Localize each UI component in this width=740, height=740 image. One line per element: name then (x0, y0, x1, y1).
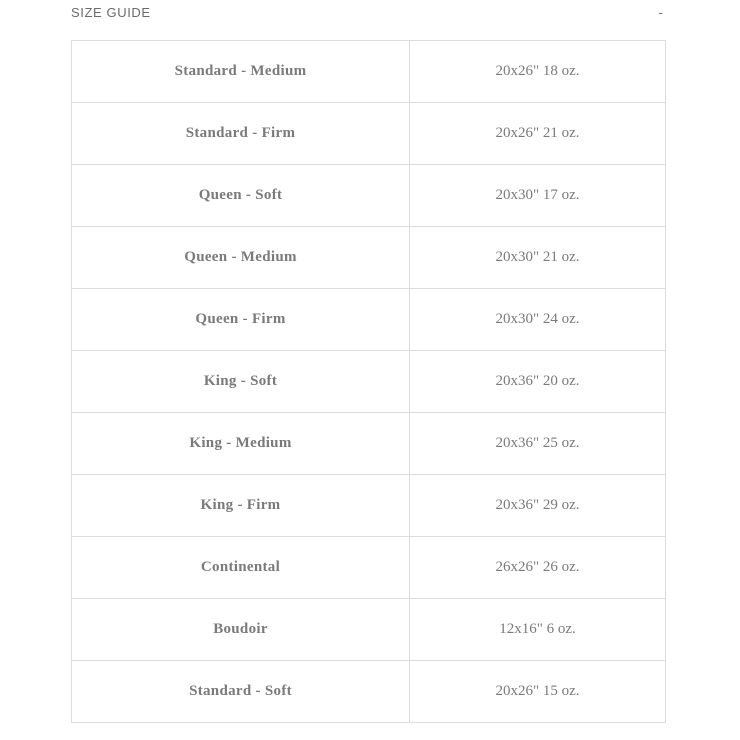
size-spec-cell: 20x30" 17 oz. (410, 165, 666, 227)
size-name-cell: King - Medium (72, 413, 410, 475)
size-spec-cell: 20x36" 25 oz. (410, 413, 666, 475)
table-row (72, 537, 666, 599)
size-guide-accordion-header[interactable] (71, 0, 665, 26)
size-spec-cell: 20x26" 18 oz. (410, 41, 666, 103)
table-row (72, 475, 666, 537)
size-name-cell: Queen - Soft (72, 165, 410, 227)
size-spec-cell: 20x26" 21 oz. (410, 103, 666, 165)
size-name-cell: Standard - Soft (72, 661, 410, 723)
size-name-cell: Boudoir (72, 599, 410, 661)
size-spec-cell: 20x26" 15 oz. (410, 661, 666, 723)
table-row (72, 661, 666, 723)
size-name-cell: Continental (72, 537, 410, 599)
size-spec-cell: 20x36" 29 oz. (410, 475, 666, 537)
table-row (72, 103, 666, 165)
size-spec-cell: 12x16" 6 oz. (410, 599, 666, 661)
size-spec-cell: 20x36" 20 oz. (410, 351, 666, 413)
table-row (72, 289, 666, 351)
table-row (72, 165, 666, 227)
table-row (72, 413, 666, 475)
table-row (72, 599, 666, 661)
table-row (72, 227, 666, 289)
size-name-cell: Standard - Firm (72, 103, 410, 165)
size-name-cell: King - Soft (72, 351, 410, 413)
size-spec-cell: 26x26" 26 oz. (410, 537, 666, 599)
table-row (72, 41, 666, 103)
size-name-cell: King - Firm (72, 475, 410, 537)
size-spec-cell: 20x30" 21 oz. (410, 227, 666, 289)
size-name-cell: Queen - Firm (72, 289, 410, 351)
size-name-cell: Queen - Medium (72, 227, 410, 289)
size-spec-cell: 20x30" 24 oz. (410, 289, 666, 351)
size-guide-title: SIZE GUIDE (71, 4, 151, 20)
size-name-cell: Standard - Medium (72, 41, 410, 103)
size-guide-table (71, 40, 666, 723)
collapse-icon[interactable]: - (658, 4, 663, 20)
table-row (72, 351, 666, 413)
